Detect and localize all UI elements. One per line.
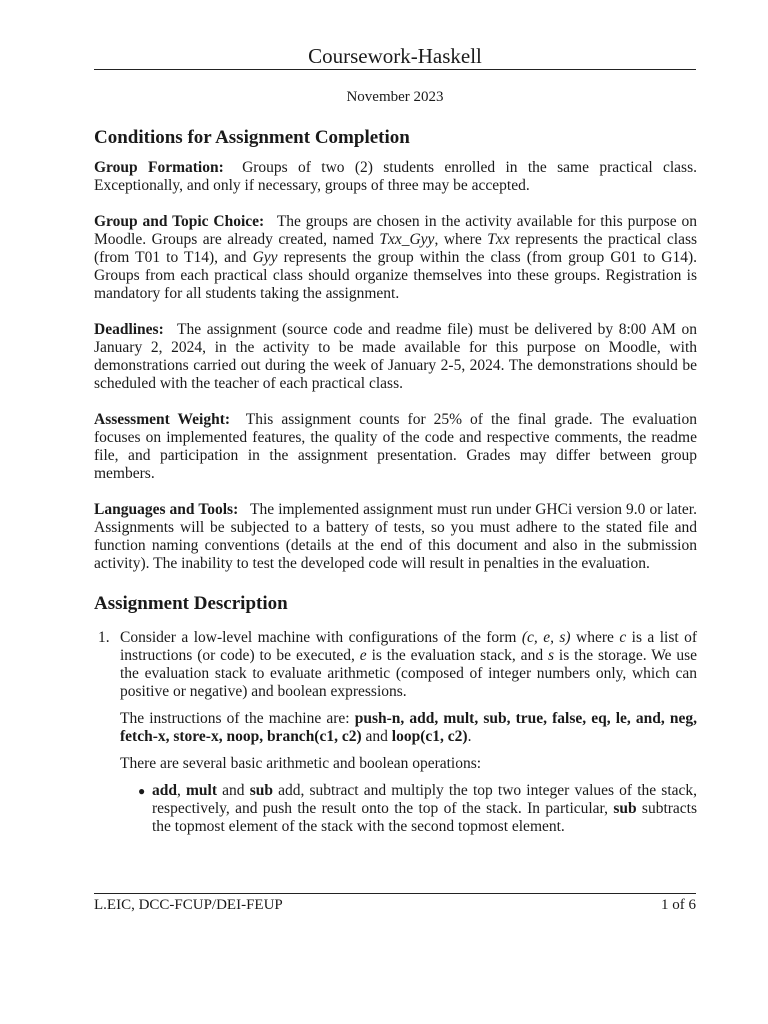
document-date: November 2023 [346,89,444,105]
instruction-names: push-n, add, mult, sub, true, false, eq, le, and, neg, fetch-x, store-x, noop, branch(c1, c2) [120,710,698,745]
numbered-list [94,629,697,836]
header-rule [94,69,696,70]
text-group-topic-a: The groups are chosen in the activity available for this purpose on Moodle. Groups are already created, named [94,213,697,248]
var-s: s [547,647,555,664]
paragraph-deadlines [94,321,697,393]
bullet-dot-icon: ● [138,784,146,798]
operations-intro: There are several basic arithmetic and boolean operations: [120,755,482,772]
group-code-pattern: Gyy [252,249,278,266]
op-mult: mult [186,782,218,799]
text-group-formation: Groups of two (2) students enrolled in the same practical class. Exceptionally, and only if necessary, groups of three may be accepted. [94,159,697,194]
machine-text-a: Consider a low-level machine with configurations of the form [120,629,517,646]
machine-text-e: is the storage. We use the evaluation stack to evaluate arithmetic (composed of integer numbers only, which can positive or negative) and boolean expressions. [120,647,698,700]
op-sep-2: and [222,782,245,799]
lead-languages-tools: Languages and Tools: [94,501,239,518]
instructions-period: . [467,728,472,745]
instructions-intro: The instructions of the machine are: [120,710,350,727]
machine-description [120,629,697,701]
bullet-item [138,782,697,836]
text-assessment-weight: This assignment counts for 25% of the final grade. The evaluation focuses on implemented features, the quality of the code and respective comments, the readme file, and participation in the assignment presentation. Grades may differ between group members. [94,411,697,482]
var-c: c [619,629,627,646]
op-add: add [152,782,177,799]
main-content [94,127,697,836]
op-sub-2: sub [613,800,637,817]
list-item [94,629,697,836]
instructions-list [120,710,697,746]
instructions-and: and [365,728,388,745]
paragraph-languages-tools [94,501,697,573]
list-item-body [120,629,697,836]
config-tuple: (c, e, s) [521,629,571,646]
lead-deadlines: Deadlines: [94,321,164,338]
text-group-topic-d: represents the group within the class (from group G01 to G14). Groups from each practical class should organize themselves into these groups. Registration is mandatory for all students taking the assignment. [94,249,698,302]
lead-group-formation: Group Formation: [94,159,224,176]
footer-institution: L.EIC, DCC-FCUP/DEI-FEUP [94,897,283,913]
op-sep-1: , [177,782,181,799]
text-group-topic-c: represents the practical class (from T01 to T14), and [94,231,698,266]
text-deadlines: The assignment (source code and readme file) must be delivered by 8:00 AM on January 2, 2024, in the activity to be made available for this purpose on Moodle, with demonstrations carried out during the week of January 2-5, 2024. The demonstrations should be scheduled with the teacher of each practical class. [94,321,697,392]
var-e: e [359,647,367,664]
paragraph-group-formation [94,159,697,195]
lead-assessment-weight: Assessment Weight: [94,411,231,428]
op-desc-a: add, subtract and multiply the top two integer values of the stack, respectively, and push the result onto the top of the stack. In particular, [152,782,698,817]
instruction-loop: loop(c1, c2) [391,728,468,745]
page-number: 1 of 6 [661,897,696,913]
paragraph-assessment-weight [94,411,697,483]
footer-rule [94,893,696,894]
section-heading-description: Assignment Description [94,593,288,614]
running-header-title: Coursework-Haskell [308,44,482,68]
op-desc-b: subtracts the topmost element of the stack with the second topmost element. [152,800,698,835]
paragraph-group-topic-choice [94,213,697,303]
machine-text-d: is the evaluation stack, and [371,647,544,664]
group-name-pattern: Txx_Gyy [379,231,435,248]
machine-text-c: is a list of instructions (or code) to be executed, [120,629,698,664]
machine-text-b: where [576,629,614,646]
section-heading-conditions: Conditions for Assignment Completion [94,127,410,148]
lead-group-topic-choice: Group and Topic Choice: [94,213,265,230]
op-sub: sub [249,782,273,799]
text-languages-tools: The implemented assignment must run under GHCi version 9.0 or later. Assignments will be subjected to a battery of tests, so you must adhere to the stated file and function naming conventions (details at the end of this document and also in the submission activity). The inability to test the developed code will result in penalties in the evaluation. [94,501,697,572]
bullet-text [152,782,697,836]
class-code-pattern: Txx [487,231,510,248]
text-group-topic-b: , where [434,231,482,248]
list-item-number: 1. [98,629,110,646]
